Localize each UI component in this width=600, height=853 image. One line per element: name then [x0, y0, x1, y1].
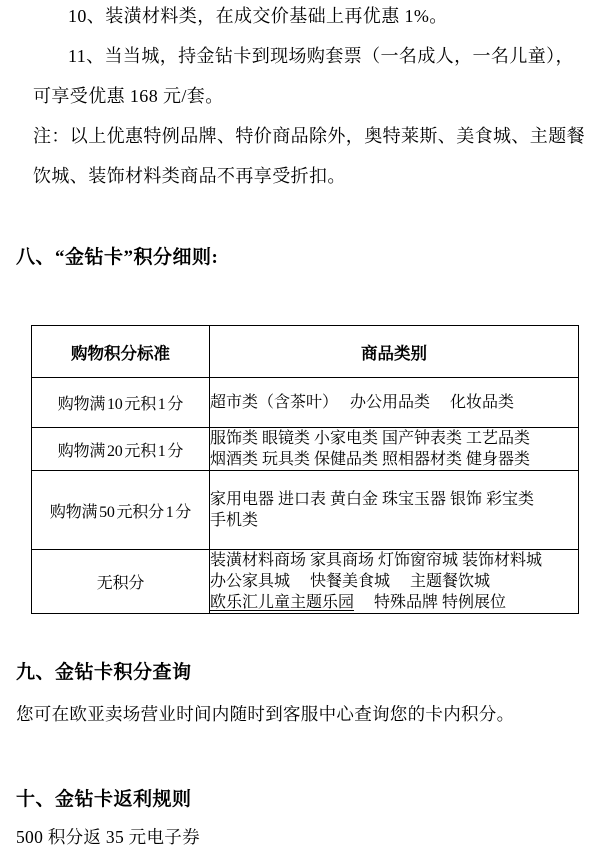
col-header-goods-category: 商品类别 [210, 326, 579, 378]
table-header-row [32, 326, 579, 378]
category-line: 办公家具城 快餐美食城 主题餐饮城 [210, 573, 491, 590]
term-line-11: 11、当当城，持金钻卡到现场购套票（一名成人，一名儿童）， [68, 46, 574, 66]
section-10-heading: 十、金钻卡返利规则 [16, 789, 192, 810]
category-line: 家用电器 进口表 黄白金 珠宝玉器 银饰 彩宝类 [210, 491, 535, 508]
section-10-body: 500 积分返 35 元电子券 [16, 827, 200, 847]
points-standard-cell: 购物满 10 元积 1 分 [32, 378, 210, 428]
points-rules-table [31, 325, 579, 614]
category-line: 服饰类 眼镜类 小家电类 国产钟表类 工艺品类 [210, 430, 531, 447]
table-row [32, 378, 579, 428]
category-line: 超市类（含茶叶） 办公用品类 化妆品类 [210, 394, 515, 411]
col-header-points-standard: 购物积分标准 [32, 326, 210, 378]
table-row [32, 471, 579, 550]
goods-category-cell [210, 471, 579, 550]
points-standard-cell: 购物满 20 元积 1 分 [32, 428, 210, 471]
discount-terms-block [0, 0, 600, 196]
underlined-venue-name: 欧乐汇儿童主题乐园 [210, 594, 355, 611]
category-line: 烟酒类 玩具类 保健品类 照相器材类 健身器类 [210, 451, 531, 468]
category-line: 手机类 [210, 512, 259, 529]
note-line-2: 饮城、装饰材料类商品不再享受折扣。 [33, 166, 346, 186]
section-8-heading: 八、“金钻卡”积分细则: [16, 247, 219, 268]
goods-category-cell [210, 428, 579, 471]
points-standard-cell: 购物满 50 元积分 1 分 [32, 471, 210, 550]
category-line-rest: 特殊品牌 特例展位 [354, 594, 507, 611]
term-line-11-cont: 可享受优惠 168 元/套。 [33, 86, 224, 106]
section-9-heading: 九、金钻卡积分查询 [16, 662, 192, 683]
table-row [32, 550, 579, 614]
note-line-1: 注：以上优惠特例品牌、特价商品除外，奥特莱斯、美食城、主题餐 [33, 126, 585, 146]
goods-category-cell [210, 550, 579, 614]
section-9-body: 您可在欧亚卖场营业时间内随时到客服中心查询您的卡内积分。 [16, 704, 515, 724]
points-standard-cell: 无积分 [32, 550, 210, 614]
term-line-10: 10、装潢材料类，在成交价基础上再优惠 1%。 [68, 6, 448, 26]
category-line: 装潢材料商场 家具商场 灯饰窗帘城 装饰材料城 [210, 552, 543, 569]
table-row [32, 428, 579, 471]
category-line-with-underline [210, 592, 578, 613]
goods-category-cell [210, 378, 579, 428]
